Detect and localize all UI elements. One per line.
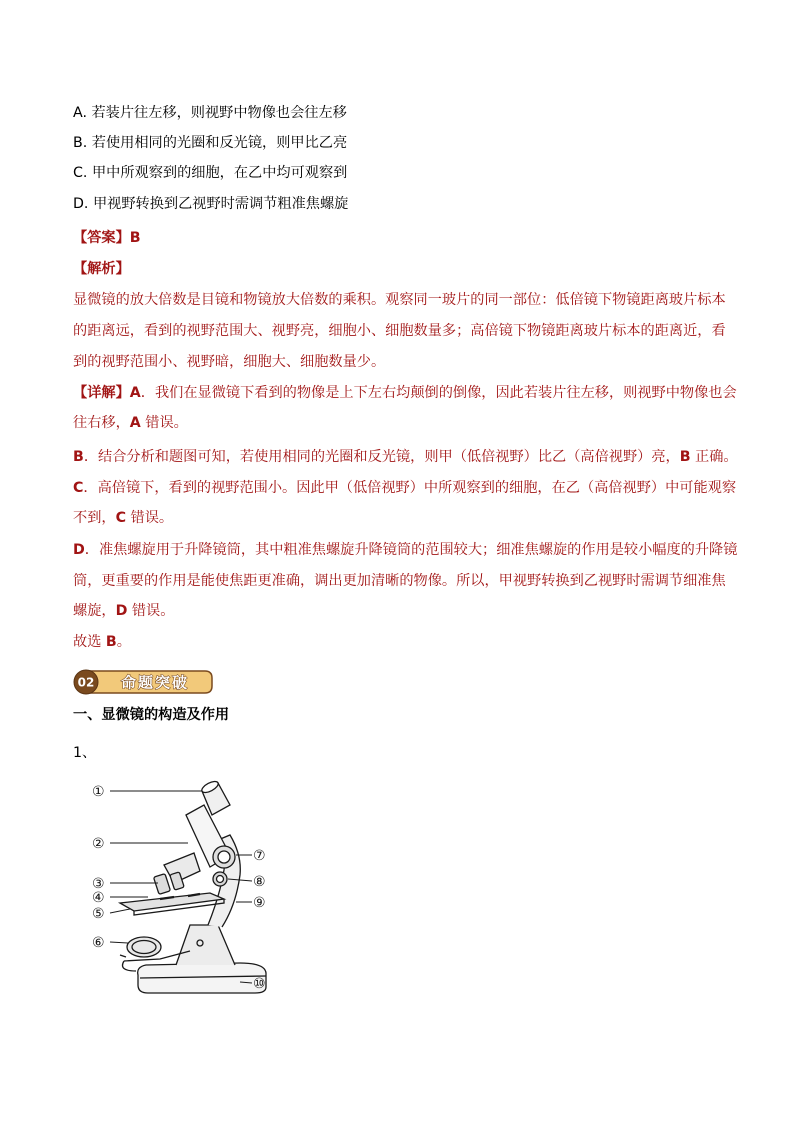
figure-label-1: ①: [92, 784, 105, 800]
figure-label-8: ⑧: [253, 874, 266, 890]
section-banner: [73, 668, 213, 696]
question-number: 1、: [73, 745, 97, 761]
analysis-line-3: 到的视野范围小、视野暗，细胞大、细胞数量少。: [73, 354, 386, 370]
banner-number: 02: [77, 675, 95, 690]
detail-d-line-2: 筒，更重要的作用是能使焦距更准确，调出更加清晰的物像。所以，甲视野转换到乙视野时需调节细准焦: [73, 573, 726, 589]
answer-label: 【答案】: [73, 230, 130, 246]
option-b: B. 若使用相同的光圈和反光镜，则甲比乙亮: [73, 135, 348, 151]
detail-a-line-2: 往右移，A 错误。: [73, 415, 188, 431]
figure-label-4: ④: [92, 890, 105, 906]
microscope-stage: [120, 893, 224, 911]
detail-label: 【详解】: [73, 385, 130, 401]
analysis-label: 【解析】: [73, 261, 130, 277]
microscope-figure: [90, 775, 290, 1000]
answer-line: [73, 228, 141, 248]
figure-label-7: ⑦: [253, 848, 266, 864]
detail-c-line-1: C．高倍镜下，看到的视野范围小。因此甲（低倍视野）中所观察到的细胞，在乙（高倍视野）中可能观察: [73, 480, 737, 496]
detail-b-line: B．结合分析和题图可知，若使用相同的光圈和反光镜，则甲（低倍视野）比乙（高倍视野）亮，B 正确。: [73, 449, 738, 465]
figure-label-3: ③: [92, 876, 105, 892]
banner-title: 命题突破: [120, 673, 190, 692]
option-d: D. 甲视野转换到乙视野时需调节粗准焦螺旋: [73, 196, 349, 212]
figure-label-2: ②: [92, 836, 105, 852]
section-heading: 一、显微镜的构造及作用: [73, 707, 230, 723]
detail-c-line-2: 不到，C 错误。: [73, 510, 174, 526]
figure-label-5: ⑤: [92, 906, 105, 922]
analysis-line-1: 显微镜的放大倍数是目镜和物镜放大倍数的乘积。观察同一玻片的同一部位：低倍镜下物镜距离玻片标本: [73, 292, 726, 308]
microscope-pillar: [176, 925, 235, 965]
microscope-objective: [154, 874, 171, 895]
conclusion-line: 故选 B。: [73, 634, 131, 650]
option-c: C. 甲中所观察到的细胞，在乙中均可观察到: [73, 165, 348, 181]
figure-label-9: ⑨: [253, 895, 266, 911]
detail-d-line-1: D．准焦螺旋用于升降镜筒，其中粗准焦螺旋升降镜筒的范围较大；细准焦螺旋的作用是较小幅度的升降镜: [73, 542, 738, 558]
figure-label-10: ⑩: [253, 976, 266, 992]
figure-label-6: ⑥: [92, 935, 105, 951]
detail-d-line-3: 螺旋，D 错误。: [73, 603, 175, 619]
option-a: A. 若装片往左移，则视野中物像也会往左移: [73, 105, 347, 121]
detail-a-line-1: 【详解】A．我们在显微镜下看到的物像是上下左右均颠倒的倒像，因此若装片往左移，则视野中物像也会: [73, 385, 737, 401]
analysis-line-2: 的距离远，看到的视野范围大、视野亮，细胞小、细胞数量多；高倍镜下物镜距离玻片标本的距离近，看: [73, 323, 726, 339]
answer-value: B: [129, 230, 141, 246]
